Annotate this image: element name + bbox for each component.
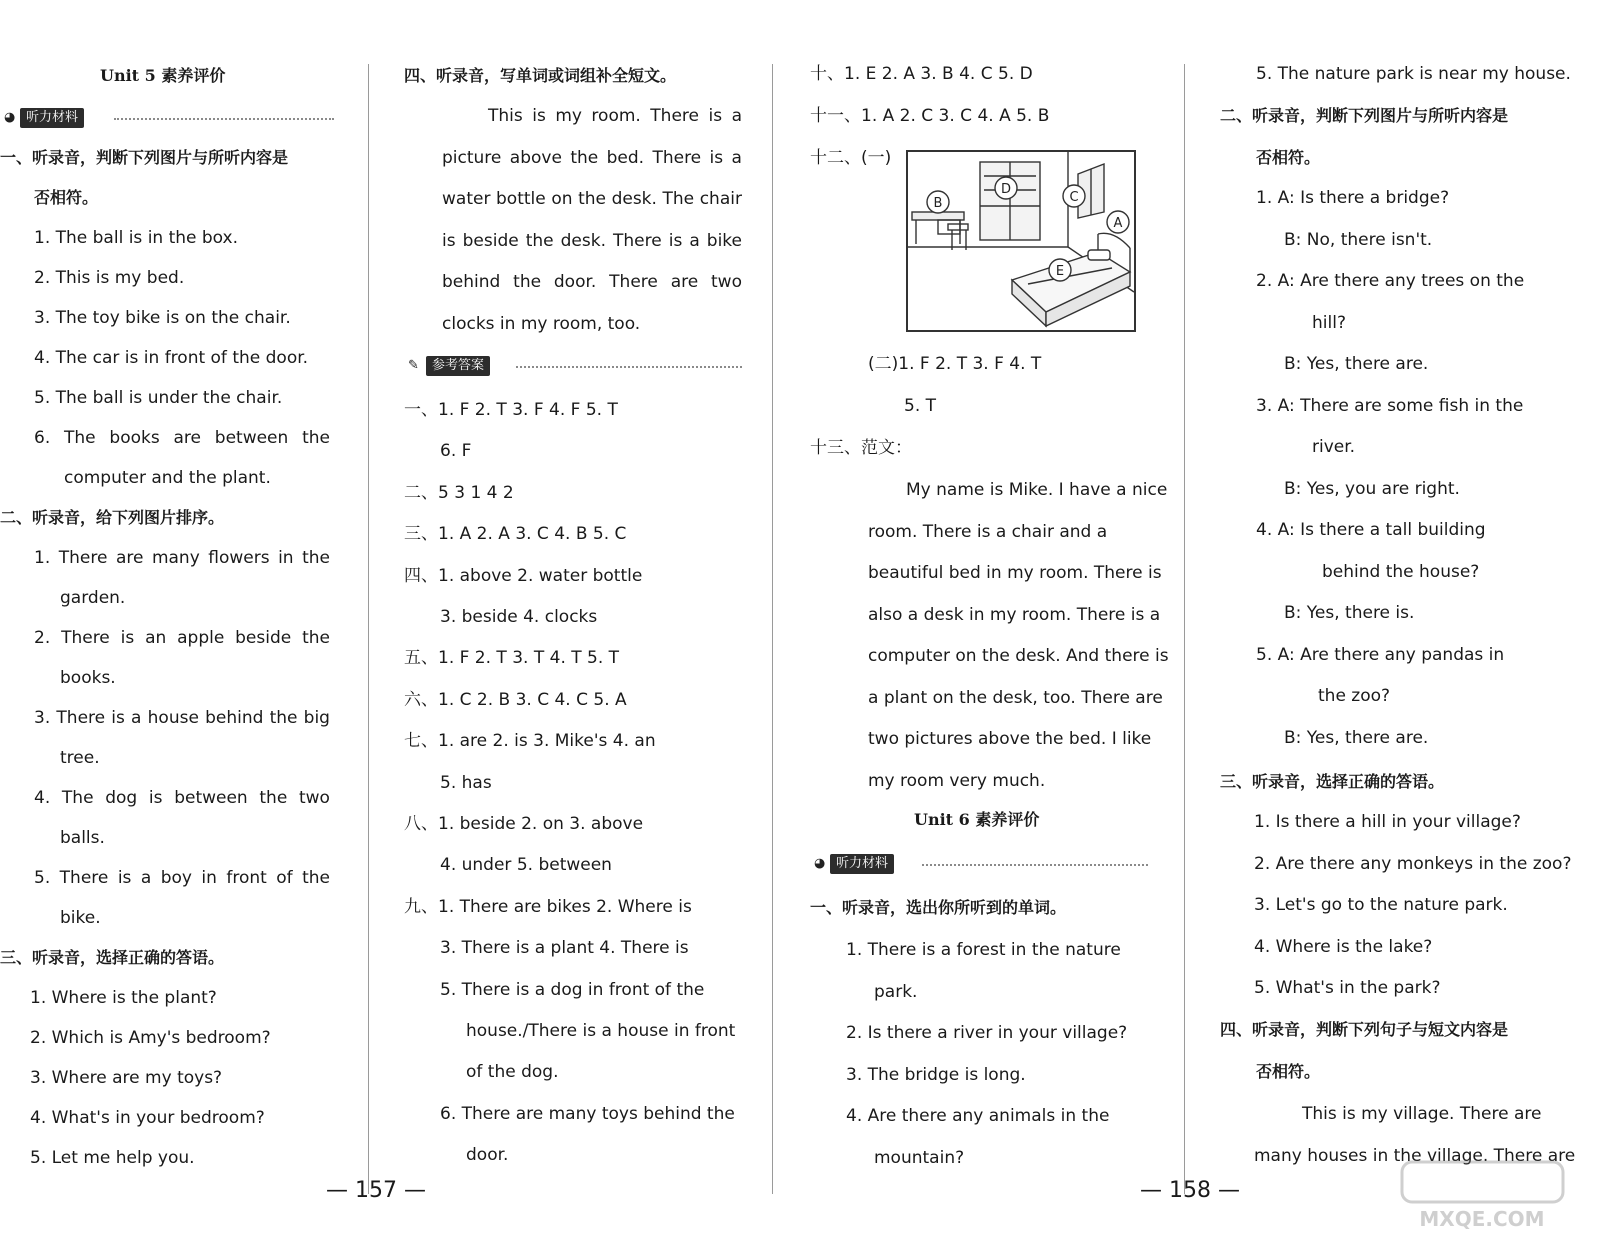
dialogue-line: hill? (1312, 312, 1346, 333)
word: on (551, 189, 573, 209)
answer-line: 6. F (440, 441, 472, 462)
word: The (64, 428, 96, 448)
section3-heading: 三、听录音，选择正确的答语。 (0, 948, 225, 967)
list-item-cont: mountain? (874, 1147, 965, 1168)
essay-line: two pictures above the bed. I like (868, 729, 1152, 749)
listening-material-header-2 (814, 854, 1148, 876)
word: is (668, 230, 683, 251)
list-item: 4. Where is the lake? (1254, 936, 1433, 957)
list-item (34, 786, 330, 810)
label-e: E (1055, 264, 1065, 279)
section1-heading-cont: 否相符。 (34, 188, 99, 207)
page-number-158: — 158 — (1140, 1178, 1240, 1203)
word: are (670, 272, 699, 292)
book-icon: ✎ (408, 358, 419, 373)
dialogue-line: 4. A: Is there a tall building (1256, 520, 1486, 540)
word: flowers (208, 548, 270, 568)
essay-line: beautiful bed in my room. There is (868, 563, 1162, 583)
essay-line: My name is Mike. I have a nice (906, 480, 1168, 500)
answer-line: 一、1. F 2. T 3. F 4. F 5. T (404, 400, 618, 420)
word: behind (442, 272, 501, 292)
word: my (555, 106, 582, 126)
dotted-rule (516, 366, 742, 368)
answer-13-label: 十三、范文： (810, 438, 912, 458)
dialogue-line: B: No, there isn't. (1284, 229, 1433, 250)
word: behind (205, 708, 264, 728)
label-a: A (1113, 216, 1123, 231)
answer-10: 十、1. E 2. A 3. B 4. C 5. D (810, 64, 1033, 84)
answer-line: door. (466, 1145, 509, 1166)
word: the (302, 868, 330, 888)
answer-key-header (408, 356, 742, 378)
bedroom-illustration (906, 150, 1136, 332)
list-item-cont: bike. (60, 908, 101, 928)
answer-line: 六、1. C 2. B 3. C 4. C 5. A (404, 689, 627, 710)
word: There (56, 708, 106, 728)
word: is (532, 106, 546, 126)
word: beside (235, 628, 292, 648)
word: picture (442, 147, 502, 168)
list-item: 3. Where are my toys? (30, 1068, 223, 1088)
passage-line (442, 229, 742, 253)
word: between (214, 428, 289, 448)
word: books (109, 428, 160, 448)
word: apple (177, 628, 225, 648)
word: the (513, 272, 542, 292)
word: the (302, 428, 330, 448)
list-item: 1. There is a forest in the nature (846, 940, 1121, 960)
dialogue-line: B: Yes, there are. (1284, 727, 1429, 748)
word: The (662, 189, 695, 209)
list-item (34, 546, 330, 570)
word: an (145, 628, 167, 648)
word: is (708, 106, 723, 126)
list-item (34, 626, 330, 650)
word: There (58, 548, 108, 568)
dialogue-line: B: Yes, there is. (1284, 603, 1415, 623)
word: are (115, 548, 144, 568)
word: is (709, 147, 724, 168)
dotted-rule (922, 864, 1148, 866)
answer-line: 4. under 5. between (440, 855, 612, 876)
word: a (689, 230, 700, 251)
list-item-cont: tree. (60, 748, 100, 768)
essay-line: also a desk in my room. There is a (868, 604, 1161, 625)
passage-line (442, 146, 742, 170)
list-item: 5. Let me help you. (30, 1148, 195, 1168)
unit6-section4-heading: 四、听录音，判断下列句子与短文内容是 (1220, 1020, 1509, 1039)
essay-line: room. There is a chair and a (868, 521, 1108, 542)
list-item: 4. What's in your bedroom? (30, 1108, 265, 1128)
essay-line: a plant on the desk, too. There are (868, 687, 1163, 708)
answer-12-part2-cont: 5. T (904, 396, 937, 416)
passage-line (442, 187, 742, 211)
word: the (578, 189, 606, 209)
word: in (278, 548, 294, 568)
answer-11: 十一、1. A 2. C 3. C 4. A 5. B (810, 106, 1050, 126)
listening-badge: 听力材料 (20, 108, 84, 128)
list-item: 4. The car is in front of the door. (34, 348, 309, 368)
word: a (140, 868, 152, 888)
word: above (509, 147, 562, 168)
answer-line: 5. There is a dog in front of the (440, 979, 705, 1000)
word: bed. (606, 147, 645, 168)
word: a (131, 708, 142, 728)
word: There (613, 230, 662, 251)
answer-12-label: 十二、(一) (810, 148, 892, 168)
dialogue-line: the zoo? (1318, 686, 1391, 706)
word: of (276, 868, 293, 888)
answer-line: 五、1. F 2. T 3. T 4. T 5. T (404, 648, 620, 669)
unit6-section4-heading-cont: 否相符。 (1256, 1062, 1321, 1081)
word: in (201, 868, 217, 888)
essay-line: my room very much. (868, 770, 1046, 791)
word: the (525, 230, 554, 251)
word: 6. (34, 428, 51, 448)
word: is (148, 788, 163, 808)
passage-line (488, 104, 742, 128)
list-item: 2. Which is Amy's bedroom? (30, 1028, 271, 1048)
list-item-cont: balls. (60, 828, 105, 848)
word: door. (553, 272, 597, 292)
list-item: 3. The bridge is long. (846, 1064, 1026, 1085)
dialogue-line: 1. A: Is there a bridge? (1256, 188, 1450, 208)
list-item: 2. This is my bed. (34, 268, 185, 288)
unit6-section3-heading: 三、听录音，选择正确的答语。 (1220, 772, 1445, 791)
list-item (34, 706, 330, 730)
word: two (711, 272, 742, 292)
word: beside (462, 230, 519, 251)
word: big (303, 708, 330, 728)
column-divider-2 (772, 64, 773, 1194)
word: between (174, 788, 248, 808)
list-item: 2. Are there any monkeys in the zoo? (1254, 853, 1572, 874)
headphones-icon: ◕ (4, 110, 16, 125)
unit6-section4-passage-2: many houses in the village. There are (1254, 1146, 1576, 1166)
list-item: 3. Let's go to the nature park. (1254, 895, 1508, 915)
word: a (731, 106, 742, 126)
word: is (442, 230, 456, 251)
unit6-section4-passage-1: This is my village. There are (1302, 1104, 1542, 1124)
answer-line: 七、1. are 2. is 3. Mike's 4. an (404, 731, 656, 752)
listening-material-header (4, 108, 334, 130)
list-item: 1. The ball is in the box. (34, 228, 239, 248)
bedroom-drawing (908, 152, 1134, 330)
answer-line: 二、5 3 1 4 2 (404, 482, 514, 503)
word: 2. (34, 628, 51, 648)
word: is (111, 708, 125, 728)
word: There (61, 628, 110, 648)
list-item: 5. What's in the park? (1254, 978, 1441, 998)
answer-line: of the dog. (466, 1062, 559, 1083)
unit5-title: Unit 5 素养评价 (100, 66, 226, 85)
word: 5. (34, 868, 51, 888)
word: boy (160, 868, 192, 888)
dialogue-line: behind the house? (1322, 561, 1480, 582)
answer-line: 三、1. A 2. A 3. C 4. B 5. C (404, 524, 627, 545)
word: the (302, 628, 330, 648)
essay-line: computer on the desk. And there is (868, 646, 1169, 666)
word: is (117, 868, 132, 888)
unit6-section2-heading: 二、听录音，判断下列图片与所听内容是 (1220, 106, 1509, 125)
word: a (731, 147, 742, 168)
word: There (650, 106, 699, 126)
answer-line: 6. There are many toys behind the (440, 1103, 735, 1124)
word: are (173, 428, 201, 448)
word: 3. (34, 708, 51, 728)
word: room. (591, 106, 641, 126)
word: the (302, 548, 330, 568)
dialogue-line: B: Yes, there are. (1284, 354, 1429, 374)
word: 4. (34, 788, 51, 808)
word: 1. (34, 548, 51, 568)
dialogue-line: 3. A: There are some fish in the (1256, 395, 1524, 416)
headphones-icon: ◕ (814, 856, 826, 871)
word: The (61, 788, 94, 808)
answer-line: house./There is a house in front (466, 1021, 736, 1041)
word: This (488, 106, 523, 126)
dialogue-line: 2. A: Are there any trees on the (1256, 271, 1525, 291)
section1-item6-line2: computer and the plant. (64, 468, 271, 488)
label-b: B (933, 196, 943, 211)
unit6-section1-heading: 一、听录音，选出你所听到的单词。 (810, 898, 1067, 917)
dotted-rule (114, 118, 334, 120)
word: water (442, 189, 491, 209)
list-item (34, 866, 330, 890)
word: the (570, 147, 599, 168)
page-number-157: — 157 — (326, 1178, 426, 1203)
answer-line: 四、1. above 2. water bottle (404, 565, 643, 586)
answer-line: 3. beside 4. clocks (440, 607, 598, 627)
list-item: 2. Is there a river in your village? (846, 1023, 1128, 1043)
word: There (652, 147, 702, 168)
list-item: 1. Where is the plant? (30, 988, 217, 1008)
word: chair (699, 189, 742, 209)
watermark-logo (1400, 1160, 1565, 1232)
unit6-s1-item5: 5. The nature park is near my house. (1256, 64, 1571, 84)
label-c: C (1069, 190, 1079, 205)
section1-heading: 一、听录音，判断下列图片与所听内容是 (0, 148, 289, 167)
list-item-cont: park. (874, 981, 918, 1002)
section2-heading: 二、听录音，给下列图片排序。 (0, 508, 225, 527)
column-divider-3 (1184, 64, 1185, 1194)
list-item: 5. The ball is under the chair. (34, 388, 283, 408)
word: is (120, 628, 135, 648)
svg-text:MXQE.COM: MXQE.COM (1419, 1207, 1545, 1231)
dialogue-line: river. (1312, 437, 1356, 457)
word: bottle (496, 189, 546, 209)
word: the (269, 708, 298, 728)
dialogue-line: 5. A: Are there any pandas in (1256, 644, 1505, 665)
word: many (151, 548, 200, 568)
answer-line: 九、1. There are bikes 2. Where is (404, 896, 692, 917)
section4-heading: 四、听录音，写单词或词组补全短文。 (404, 66, 677, 85)
column-divider-1 (368, 64, 369, 1194)
answer-line: 八、1. beside 2. on 3. above (404, 814, 644, 834)
unit6-title: Unit 6 素养评价 (914, 810, 1040, 829)
list-item: 1. Is there a hill in your village? (1254, 812, 1521, 832)
word: bike (706, 230, 742, 251)
word: There (59, 868, 109, 888)
word: two (298, 788, 330, 808)
unit6-section2-heading-cont: 否相符。 (1256, 148, 1321, 167)
list-item: 3. The toy bike is on the chair. (34, 308, 291, 328)
section1-item6-line1 (34, 426, 330, 450)
list-item-cont: books. (60, 668, 116, 688)
answer-line: 5. has (440, 772, 492, 793)
word: There (609, 272, 658, 292)
word: house (147, 708, 199, 728)
section4-passage-last: clocks in my room, too. (442, 314, 641, 334)
word: front (226, 868, 267, 888)
passage-line (442, 270, 742, 294)
word: desk. (560, 230, 606, 251)
answer-12-part2: (二)1. F 2. T 3. F 4. T (868, 354, 1042, 374)
word: dog (105, 788, 138, 808)
list-item: 4. Are there any animals in the (846, 1106, 1110, 1126)
word: the (259, 788, 288, 808)
answer-line: 3. There is a plant 4. There is (440, 938, 689, 959)
label-d: D (1000, 182, 1012, 197)
dialogue-line: B: Yes, you are right. (1284, 478, 1460, 499)
answer-badge: 参考答案 (426, 356, 490, 376)
word: desk. (611, 189, 657, 209)
listening-badge: 听力材料 (830, 854, 894, 874)
list-item-cont: garden. (60, 588, 126, 608)
